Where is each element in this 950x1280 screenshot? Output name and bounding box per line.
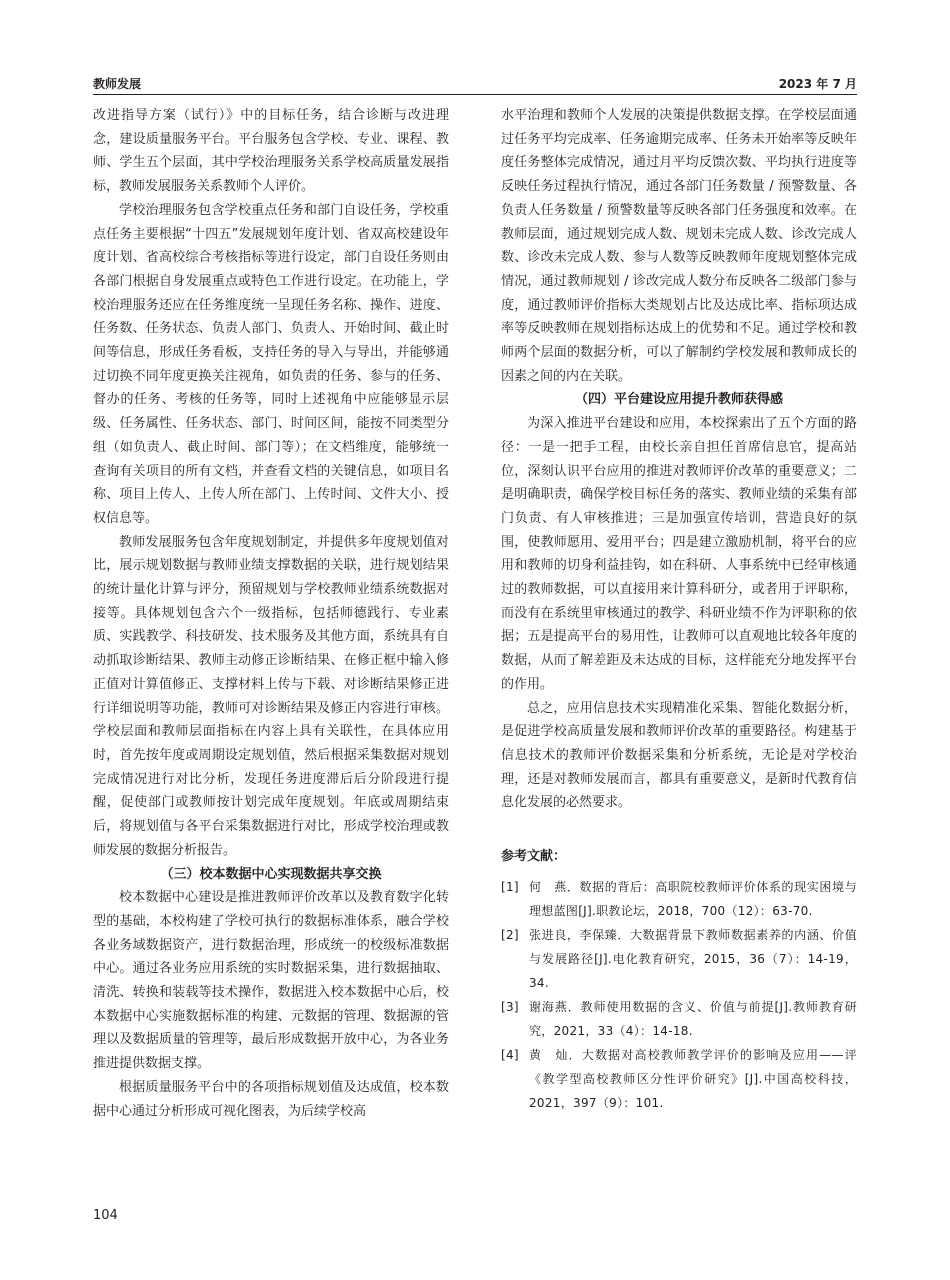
reference-item [501, 1043, 857, 1115]
paragraph: 教师发展服务包含年度规划制定，并提供多年度规划值对比，展示规划数据与教师业绩支撑数据的关联，进行规划结果的统计量化计算与评分，预留规划与学校教师业绩系统数据对接等。具体规划包含六个一级指标，包括师德践行、专业素质、实践教学、科技研发、技术服务及其他方面，系统具有自动抓取诊断结果、教师主动修正诊断结果、在修正框中输入修正值对计算值修正、支撑材料上传与下载、对诊断结果修正进行详细说明等功能，教师可对诊断结果及修正内容进行审核。学校层面和教师层面指标在内容上具有关联性，在具体应用时，首先按年度或周期设定规划值，然后根据采集数据对规划完成情况进行对比分析，发现任务进度滞后后分阶段进行提醒，促使部门或教师按计划完成年度规划。年底或周期结束后，将规划值与各平台采集数据进行对比，形成学校治理或教师发展的数据分析报告。 [93, 534, 449, 858]
reference-item [501, 995, 857, 1043]
reference-list [501, 875, 857, 1115]
reference-text: 张进良，李保臻．大数据背景下教师数据素养的内涵、价值与发展路径[J].电化教育研究，2015，36（7）：14-19，34. [529, 927, 857, 990]
paragraph: 校本数据中心建设是推进教师评价改革以及教育数字化转型的基础，本校构建了学校可执行的数据标准体系，融合学校各业务域数据资产，进行数据治理，形成统一的校级标准数据中心。通过各业务应用系统的实时数据采集，进行数据抽取、清洗、转换和装载等技术操作，数据进入校本数据中心后，校本数据中心实施数据标准的构建、元数据的管理、数据源的管理以及数据质量的管理等，最后形成数据开放中心，为各业务推进提供数据支撑。 [93, 890, 449, 1072]
left-column [93, 104, 449, 1123]
reference-label: [2] [501, 927, 519, 942]
page-header [93, 75, 857, 91]
reference-label: [4] [501, 1047, 519, 1062]
reference-text: 谢海燕．教师使用数据的含义、价值与前提[J].教师教育研究，2021，33（4）：14-18. [529, 999, 857, 1038]
right-column [501, 104, 857, 1115]
paragraph: 水平治理和教师个人发展的决策提供数据支撑。在学校层面通过任务平均完成率、任务逾期完成率、任务未开始率等反映年度任务整体完成情况，通过月平均反馈次数、平均执行进度等反映任务过程执行情况，通过各部门任务数量 / 预警数量、各负责人任务数量 / 预警数量等反映各部门任务强度和效率。在教师层面，通过规划完成人数、规划未完成人数、诊改完成人数、诊改未完成人数、参与人数等反映教师年度规划整体完成情况，通过教师规划 / 诊改完成人数分布反映各二级部门参与度，通过教师评价指标大类规划占比及达成比率、指标项达成率等反映教师在规划指标达成上的优势和不足。通过学校和教师两个层面的数据分析，可以了解制约学校发展和教师成长的因素之间的内在关联。 [501, 108, 857, 384]
reference-text: 黄 灿．大数据对高校教师教学评价的影响及应用——评《教学型高校教师区分性评价研究》[J].中国高校科技，2021，397（9）：101. [529, 1047, 857, 1110]
section-heading: （四）平台建设应用提升教师获得感 [574, 392, 783, 408]
paragraph: 学校治理服务包含学校重点任务和部门自设任务，学校重点任务主要根据“十四五”发展规划年度计划、省双高校建设年度计划、省高校综合考核指标等进行设定，部门自设任务则由各部门根据自身发展重点或特色工作进行设定。在功能上，学校治理服务还应在任务维度统一呈现任务名称、操作、进度、任务数、任务状态、负责人部门、负责人、开始时间、截止时间等信息，形成任务看板，支持任务的导入与导出，并能够通过切换不同年度更换关注视角，如负责的任务、参与的任务、督办的任务、考核的任务等，同时上述视角中应能够显示层级、任务属性、任务状态、部门、时间区间，能按不同类型分组（如负责人、截止时间、部门等）；在文档维度，能够统一查询有关项目的所有文档，并查看文档的关键信息，如项目名称、项目上传人、上传人所在部门、上传时间、文件大小、授权信息等。 [93, 202, 449, 526]
paragraph: 改进指导方案（试行）》中的目标任务，结合诊断与改进理念，建设质量服务平台。平台服务包含学校、专业、课程、教师、学生五个层面，其中学校治理服务关系学校高质量发展指标，教师发展服务关系教师个人评价。 [93, 108, 449, 195]
references-title: 参考文献： [501, 849, 567, 865]
reference-text: 何 燕．数据的背后：高职院校教师评价体系的现实困境与理想蓝图[J].职教论坛，2018，700（12）：63-70. [529, 879, 857, 918]
section-heading: （三）校本数据中心实现数据共享交换 [160, 866, 382, 882]
page-number: 104 [93, 1208, 118, 1223]
journal-name: 教师发展 [93, 77, 142, 91]
reference-label: [3] [501, 999, 519, 1014]
paragraph: 根据质量服务平台中的各项指标规划值及达成值，校本数据中心通过分析形成可视化图表，为后续学校高 [93, 1079, 449, 1119]
reference-item [501, 875, 857, 923]
paragraph: 为深入推进平台建设和应用，本校探索出了五个方面的路径：一是一把手工程，由校长亲自担任首席信息官，提高站位，深刻认识平台应用的推进对教师评价改革的重要意义；二是明确职责，确保学校目标任务的落实、教师业绩的采集有部门负责、有人审核推进；三是加强宣传培训，营造良好的氛围，使教师愿用、爱用平台；四是建立激励机制，将平台的应用和教师的切身利益挂钩，如在科研、人事系统中已经审核通过的教师数据，可以直接用来计算科研分，或者用于评职称，而没有在系统里审核通过的教学、科研业绩不作为评职称的依据；五是提高平台的易用性，让教师可以直观地比较各年度的数据，从而了解差距及未达成的目标，这样能充分地发挥平台的作用。 [501, 416, 857, 692]
reference-item [501, 923, 857, 995]
reference-label: [1] [501, 879, 519, 894]
paragraph: 总之，应用信息技术实现精准化采集、智能化数据分析，是促进学校高质量发展和教师评价改革的重要路径。构建基于信息技术的教师评价数据采集和分析系统，无论是对学校治理，还是对教师发展而言，都具有重要意义，是新时代教育信息化发展的必然要求。 [501, 700, 857, 811]
header-rule [93, 94, 857, 95]
issue-date: 2023 年 7 月 [778, 77, 857, 91]
